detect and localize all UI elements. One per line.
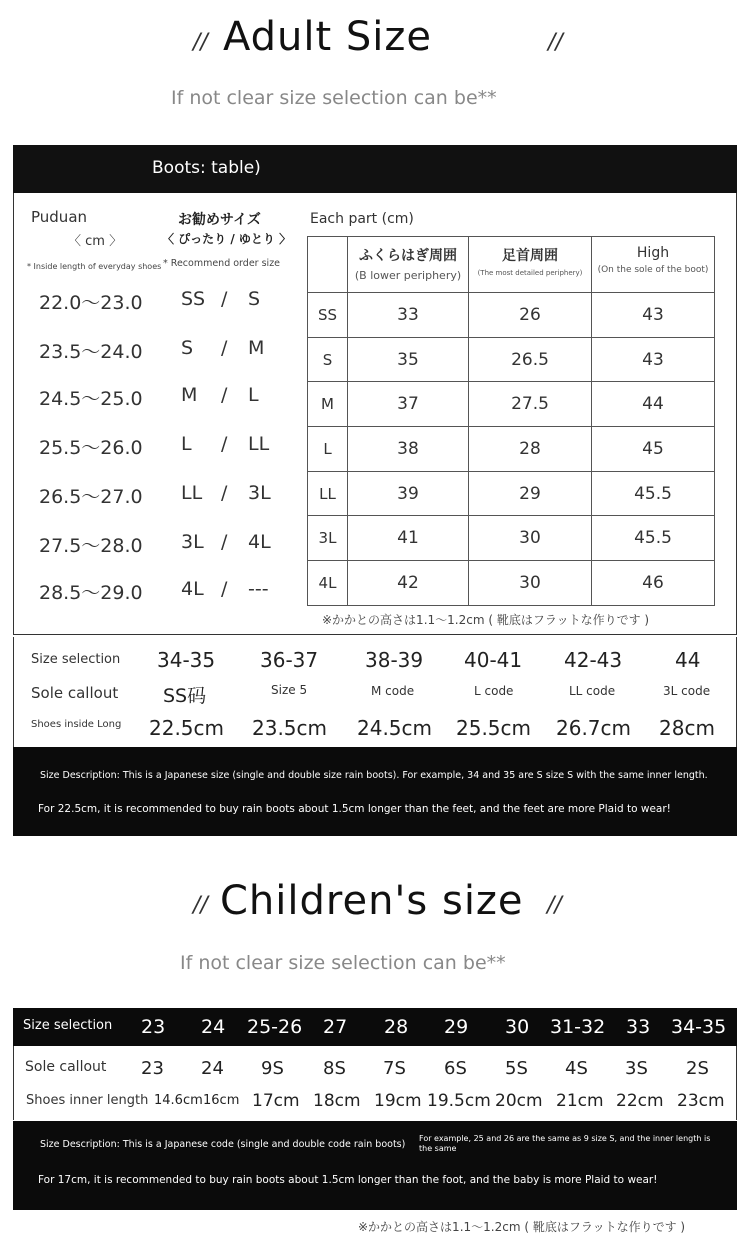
inside-long-value: 28cm [659, 716, 715, 740]
left-cm: 24.5～25.0 [39, 388, 143, 410]
adult-table-title: Boots: table) [152, 158, 261, 178]
kids-desc-right: For example, 25 and 26 are the same as 9 size S, and the inner length is the same [419, 1134, 711, 1153]
cell-ankle: 26.5 [469, 337, 592, 382]
sole-callout-value: L code [474, 684, 514, 698]
left-fit: SS [181, 288, 206, 310]
inside-long-value: 22.5cm [149, 716, 225, 740]
left-loose: L [248, 384, 259, 406]
cell-calf: 42 [348, 561, 469, 606]
cell-high: 45 [592, 427, 715, 472]
kids-size-selection-value: 25-26 [247, 1016, 303, 1038]
kids-inner-length-value: 22cm [616, 1091, 664, 1111]
size-selection-value: 44 [675, 648, 701, 672]
cell-ankle: 27.5 [469, 382, 592, 427]
table-row [308, 337, 715, 382]
left-cm: 28.5～29.0 [39, 582, 143, 604]
cell-calf: 37 [348, 382, 469, 427]
row-label: S [308, 337, 348, 382]
left-loose: 4L [248, 531, 271, 553]
row-label: L [308, 427, 348, 472]
size-selection-label: Size selection [31, 652, 121, 667]
children-title: Children's size [220, 878, 524, 924]
cell-ankle: 28 [469, 427, 592, 472]
left-sep: / [221, 288, 228, 310]
left-fit: M [181, 384, 198, 406]
kids-desc-line2: For 17cm, it is recommended to buy rain boots about 1.5cm longer than the foot, and the baby is more Plaid to wear! [38, 1174, 658, 1186]
row-label: 4L [308, 561, 348, 606]
kids-inner-length-value: 17cm [252, 1091, 300, 1111]
kids-inner-length-value: 23cm [677, 1091, 725, 1111]
table-header-high: High (On the sole of the boot) [592, 237, 715, 293]
cell-calf: 39 [348, 471, 469, 516]
kids-inner-length-value: 18cm [313, 1091, 361, 1111]
cell-ankle: 30 [469, 516, 592, 561]
kids-title-slash-left: // [193, 893, 208, 918]
kids-size-selection-value: 24 [201, 1016, 226, 1038]
left-fit: LL [181, 482, 203, 504]
kids-size-selection-value: 23 [141, 1016, 166, 1038]
inside-long-label: Shoes inside Long [31, 719, 122, 730]
kids-desc-left: Size Description: This is a Japanese code (single and double code rain boots) [40, 1139, 406, 1150]
col-recommend-note: * Recommend order size [163, 258, 281, 269]
inside-long-value: 24.5cm [357, 716, 433, 740]
left-loose: --- [248, 578, 269, 600]
table-row [308, 516, 715, 561]
kids-sole-callout-value: 5S [505, 1058, 528, 1079]
kids-size-selection-label: Size selection [23, 1018, 113, 1033]
left-loose: M [248, 337, 265, 359]
size-selection-value: 36-37 [260, 648, 319, 672]
left-sep: / [221, 384, 228, 406]
kids-inner-length-value: 20cm [495, 1091, 543, 1111]
kids-size-selection-value: 28 [384, 1016, 409, 1038]
table-header-row [308, 237, 715, 293]
kids-size-selection-value: 27 [323, 1016, 348, 1038]
children-subtitle: If not clear size selection can be** [180, 952, 506, 974]
col-recommend-sub: 〈 ぴったり / ゆとり 〉 [162, 232, 292, 246]
cell-calf: 35 [348, 337, 469, 382]
table-row [308, 561, 715, 606]
cell-high: 45.5 [592, 516, 715, 561]
left-sep: / [221, 578, 228, 600]
kids-sole-callout-value: 8S [323, 1058, 346, 1079]
kids-sole-callout-value: 23 [141, 1058, 164, 1079]
cell-calf: 38 [348, 427, 469, 472]
cell-high: 45.5 [592, 471, 715, 516]
adult-table-header-bar [13, 145, 737, 193]
kids-title-slash-right: // [547, 893, 562, 918]
kids-sole-callout-value: 2S [686, 1058, 709, 1079]
cell-calf: 33 [348, 293, 469, 338]
kids-size-selection-value: 30 [505, 1016, 530, 1038]
cell-high: 46 [592, 561, 715, 606]
adult-size-description [13, 747, 737, 836]
kids-inner-length-value: 16cm [203, 1093, 240, 1108]
col-puduan-note: * Inside length of everyday shoes [27, 262, 162, 271]
left-cm: 26.5～27.0 [39, 486, 143, 508]
left-sep: / [221, 337, 228, 359]
left-fit: 3L [181, 531, 204, 553]
row-label: 3L [308, 516, 348, 561]
table-header-ankle: 足首周囲 (The most detailed periphery) [469, 237, 592, 293]
kids-inner-length-label: Shoes inner length [26, 1093, 149, 1108]
left-sep: / [221, 531, 228, 553]
table-row [308, 382, 715, 427]
row-label: SS [308, 293, 348, 338]
sole-callout-value: M code [371, 684, 415, 698]
title-slash-right: // [548, 30, 563, 55]
sole-callout-value: LL code [569, 684, 616, 698]
left-cm: 27.5～28.0 [39, 535, 143, 557]
kids-sole-callout-value: 9S [261, 1058, 284, 1079]
row-label: M [308, 382, 348, 427]
kids-inner-length-value: 21cm [556, 1091, 604, 1111]
cell-calf: 41 [348, 516, 469, 561]
adult-title: Adult Size [223, 14, 433, 60]
left-cm: 22.0～23.0 [39, 292, 143, 314]
size-selection-value: 34-35 [157, 648, 216, 672]
kids-inner-length-value: 14.6cm [154, 1093, 203, 1108]
col-puduan-unit: 〈 cm 〉 [68, 234, 123, 249]
size-selection-value: 42-43 [564, 648, 623, 672]
measurement-table [307, 236, 715, 606]
left-sep: / [221, 482, 228, 504]
col-recommend-title: お勧めサイズ [178, 212, 261, 228]
kids-sole-callout-value: 7S [383, 1058, 406, 1079]
left-loose: 3L [248, 482, 271, 504]
kids-sole-callout-value: 4S [565, 1058, 588, 1079]
adult-desc-line1: Size Description: This is a Japanese size (single and double size rain boots). For example, 34 and 35 are S size S with the same inner length. [40, 770, 708, 781]
cell-ankle: 29 [469, 471, 592, 516]
left-fit: 4L [181, 578, 204, 600]
col-puduan-title: Puduan [31, 208, 88, 226]
kids-inner-length-value: 19.5cm [427, 1091, 491, 1111]
cell-high: 44 [592, 382, 715, 427]
adult-heel-note: ※かかとの高さは1.1～1.2cm ( 靴底はフラットな作りです ) [322, 613, 650, 627]
adult-subtitle: If not clear size selection can be** [171, 87, 497, 109]
kids-sole-callout-label: Sole callout [25, 1059, 107, 1075]
kids-size-selection-value: 33 [626, 1016, 651, 1038]
inside-long-value: 26.7cm [556, 716, 632, 740]
inside-long-value: 23.5cm [252, 716, 328, 740]
left-sep: / [221, 433, 228, 455]
sole-callout-value: 3L code [663, 684, 711, 698]
cell-ankle: 30 [469, 561, 592, 606]
cell-ankle: 26 [469, 293, 592, 338]
title-slash-left: // [193, 30, 208, 55]
size-selection-value: 38-39 [365, 648, 424, 672]
inside-long-value: 25.5cm [456, 716, 532, 740]
sole-callout-label: Sole callout [31, 684, 119, 702]
cell-high: 43 [592, 293, 715, 338]
sole-callout-value: SS码 [163, 685, 207, 707]
size-selection-value: 40-41 [464, 648, 523, 672]
kids-inner-length-value: 19cm [374, 1091, 422, 1111]
table-row [308, 293, 715, 338]
kids-sole-callout-value: 6S [444, 1058, 467, 1079]
left-fit: L [181, 433, 192, 455]
left-cm: 23.5～24.0 [39, 341, 143, 363]
left-fit: S [181, 337, 194, 359]
kids-size-selection-value: 29 [444, 1016, 469, 1038]
left-loose: LL [248, 433, 270, 455]
left-cm: 25.5～26.0 [39, 437, 143, 459]
table-row [308, 471, 715, 516]
kids-sole-callout-value: 3S [625, 1058, 648, 1079]
row-label: LL [308, 471, 348, 516]
kids-size-selection-value: 34-35 [671, 1016, 727, 1038]
table-header-empty [308, 237, 348, 293]
adult-desc-line2: For 22.5cm, it is recommended to buy rain boots about 1.5cm longer than the feet, and the feet are more Plaid to wear! [38, 803, 671, 815]
kids-size-selection-value: 31-32 [550, 1016, 606, 1038]
kids-heel-note: ※かかとの高さは1.1～1.2cm ( 靴底はフラットな作りです ) [358, 1220, 686, 1234]
table-header-calf: ふくらはぎ周囲 (B lower periphery) [348, 237, 469, 293]
sole-callout-value: Size 5 [271, 683, 308, 697]
table-row [308, 427, 715, 472]
kids-sole-callout-value: 24 [201, 1058, 224, 1079]
each-part-label: Each part (cm) [310, 211, 414, 227]
cell-high: 43 [592, 337, 715, 382]
left-loose: S [248, 288, 261, 310]
